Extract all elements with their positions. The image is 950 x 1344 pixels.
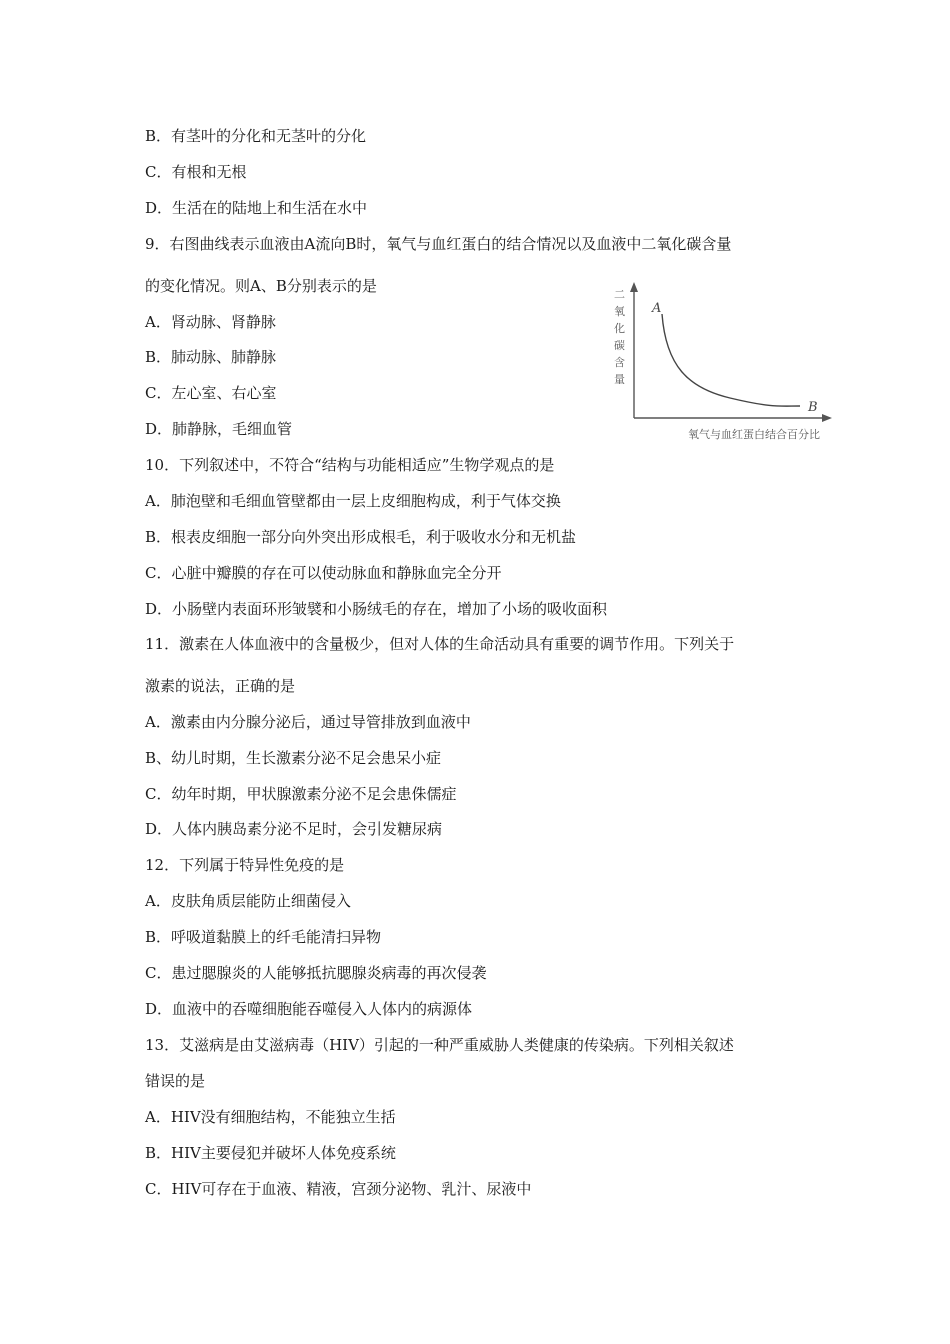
x-axis-arrow bbox=[822, 414, 832, 422]
point-b-label: B bbox=[808, 400, 818, 415]
q8-option-c: C．有根和无根 bbox=[145, 163, 247, 181]
q9-curve-graph bbox=[600, 276, 838, 446]
y-axis-label-group bbox=[614, 288, 625, 386]
q10-option-d: D．小肠壁内表面环形皱襞和小肠绒毛的存在，增加了小场的吸收面积 bbox=[145, 600, 608, 618]
q9-option-d: D．肺静脉，毛细血管 bbox=[145, 420, 293, 438]
q13-stem-line1: 13．艾滋病是由艾滋病毒（HIV）引起的一种严重威胁人类健康的传染病。下列相关叙述 bbox=[145, 1036, 734, 1054]
q13-option-a: A．HIV没有细胞结构，不能独立生括 bbox=[145, 1108, 396, 1126]
q9-stem-line2: 的变化情况。则A、B分别表示的是 bbox=[145, 277, 377, 295]
q12-option-d: D．血液中的吞噬细胞能吞噬侵入人体内的病源体 bbox=[145, 1000, 473, 1018]
q12-stem: 12．下列属于特异性免疫的是 bbox=[145, 856, 345, 874]
q13-option-c: C．HIV可存在于血液、精液，宫颈分泌物、乳汁、尿液中 bbox=[145, 1180, 532, 1198]
q11-option-b: B、幼儿时期，生长激素分泌不足会患呆小症 bbox=[145, 749, 442, 767]
q11-option-a: A．激素由内分腺分泌后，通过导管排放到血液中 bbox=[145, 713, 471, 731]
y-axis-arrow bbox=[630, 282, 638, 292]
q11-option-c: C．幼年时期，甲状腺激素分泌不足会患侏儒症 bbox=[145, 785, 457, 803]
q9-figure bbox=[600, 276, 838, 446]
q10-stem: 10．下列叙述中，不符合“结构与功能相适应”生物学观点的是 bbox=[145, 456, 555, 474]
x-axis-label: 氧气与血红蛋白结合百分比 bbox=[688, 428, 820, 441]
q12-option-c: C．患过腮腺炎的人能够抵抗腮腺炎病毒的再次侵袭 bbox=[145, 964, 487, 982]
q8-option-d: D．生活在的陆地上和生活在水中 bbox=[145, 199, 368, 217]
q9-option-a: A．肾动脉、肾静脉 bbox=[145, 313, 276, 331]
q9-option-c: C．左心室、右心室 bbox=[145, 384, 277, 402]
q11-option-d: D．人体内胰岛素分泌不足时，会引发糖尿病 bbox=[145, 820, 443, 838]
q10-option-c: C．心脏中瓣膜的存在可以使动脉血和静脉血完全分开 bbox=[145, 564, 502, 582]
y-axis-label: 二氧化碳含量 bbox=[614, 288, 625, 386]
q11-stem-line1: 11．激素在人体血液中的含量极少，但对人体的生命活动具有重要的调节作用。下列关于 bbox=[145, 635, 735, 653]
q9-stem-line1: 9．右图曲线表示血液由A流向B时，氧气与血红蛋白的结合情况以及血液中二氧化碳含量 bbox=[145, 235, 732, 253]
decay-curve bbox=[662, 314, 800, 406]
q12-option-b: B．呼吸道黏膜上的纤毛能清扫异物 bbox=[145, 928, 382, 946]
q13-option-b: B．HIV主要侵犯并破坏人体免疫系统 bbox=[145, 1144, 396, 1162]
q10-option-a: A．肺泡壁和毛细血管壁都由一层上皮细胞构成，利于气体交换 bbox=[145, 492, 561, 510]
q10-option-b: B．根表皮细胞一部分向外突出形成根毛，利于吸收水分和无机盐 bbox=[145, 528, 577, 546]
q13-stem-line2: 错误的是 bbox=[145, 1072, 206, 1090]
point-a-label: A bbox=[652, 301, 662, 316]
q8-option-b: B．有茎叶的分化和无茎叶的分化 bbox=[145, 127, 367, 145]
q12-option-a: A．皮肤角质层能防止细菌侵入 bbox=[145, 892, 351, 910]
q11-stem-line2: 激素的说法，正确的是 bbox=[145, 677, 296, 695]
q9-option-b: B．肺动脉、肺静脉 bbox=[145, 348, 277, 366]
